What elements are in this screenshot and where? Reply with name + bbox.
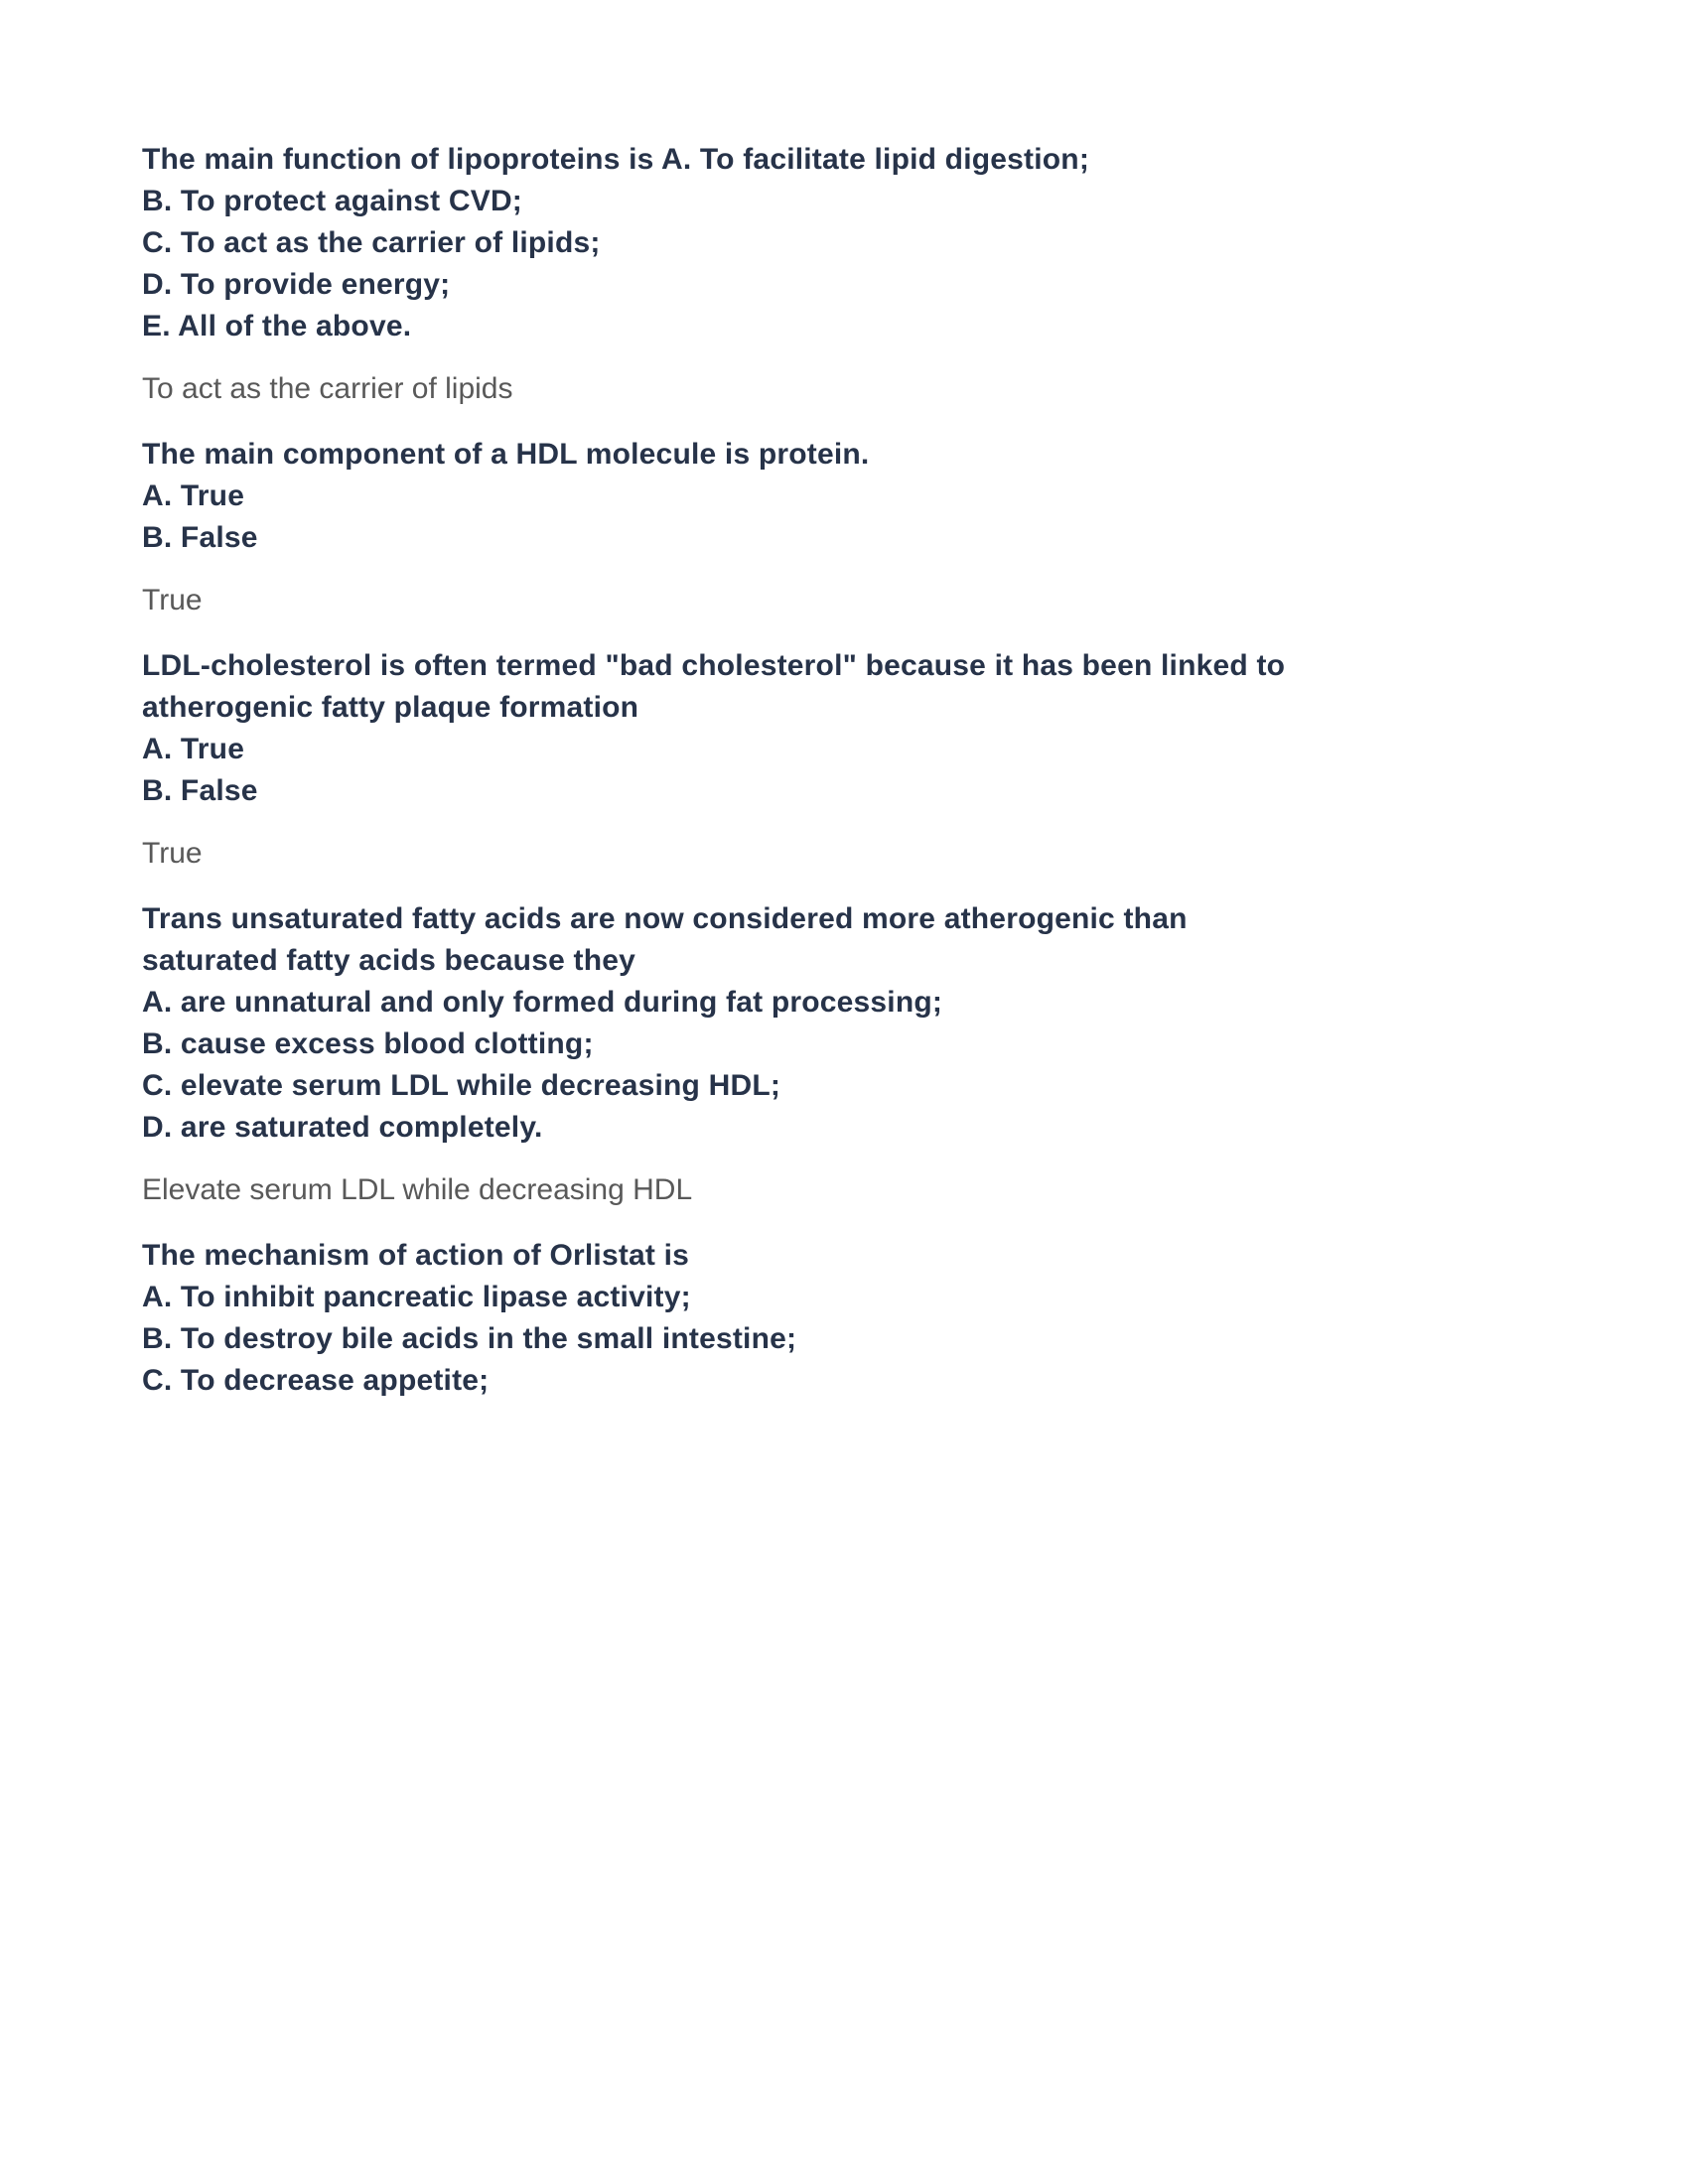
question-line: LDL-cholesterol is often termed "bad cholesterol" because it has been linked to bbox=[142, 649, 1286, 682]
answer-text: True bbox=[142, 584, 203, 616]
question-line: B. False bbox=[142, 521, 258, 554]
question-line: A. True bbox=[142, 479, 245, 512]
question-line: A. are unnatural and only formed during fat processing; bbox=[142, 986, 943, 1019]
question-line: B. False bbox=[142, 774, 258, 807]
question-line: atherogenic fatty plaque formation bbox=[142, 691, 639, 724]
qa-block bbox=[142, 898, 1492, 1211]
question-line: B. To destroy bile acids in the small intestine; bbox=[142, 1322, 797, 1355]
document-content bbox=[142, 139, 1492, 1402]
question-line: D. are saturated completely. bbox=[142, 1111, 543, 1144]
qa-block bbox=[142, 645, 1492, 875]
qa-block bbox=[142, 434, 1492, 621]
question-line: B. cause excess blood clotting; bbox=[142, 1027, 594, 1060]
question-line: C. elevate serum LDL while decreasing HDL; bbox=[142, 1069, 781, 1102]
question-line: The mechanism of action of Orlistat is bbox=[142, 1239, 690, 1272]
question-line: E. All of the above. bbox=[142, 310, 412, 342]
question-line: A. True bbox=[142, 733, 245, 765]
question-line: Trans unsaturated fatty acids are now considered more atherogenic than bbox=[142, 902, 1188, 935]
question-line: A. To inhibit pancreatic lipase activity; bbox=[142, 1281, 691, 1313]
answer-text: Elevate serum LDL while decreasing HDL bbox=[142, 1173, 693, 1206]
answer-text: To act as the carrier of lipids bbox=[142, 372, 513, 405]
qa-block bbox=[142, 139, 1492, 410]
qa-block bbox=[142, 1235, 1492, 1402]
question-line: B. To protect against CVD; bbox=[142, 185, 522, 217]
question-line: saturated fatty acids because they bbox=[142, 944, 635, 977]
question-line: C. To act as the carrier of lipids; bbox=[142, 226, 601, 259]
answer-text: True bbox=[142, 837, 203, 870]
question-line: The main function of lipoproteins is A. To facilitate lipid digestion; bbox=[142, 143, 1090, 176]
question-line: D. To provide energy; bbox=[142, 268, 451, 301]
question-line: The main component of a HDL molecule is protein. bbox=[142, 438, 870, 471]
question-line: C. To decrease appetite; bbox=[142, 1364, 490, 1397]
